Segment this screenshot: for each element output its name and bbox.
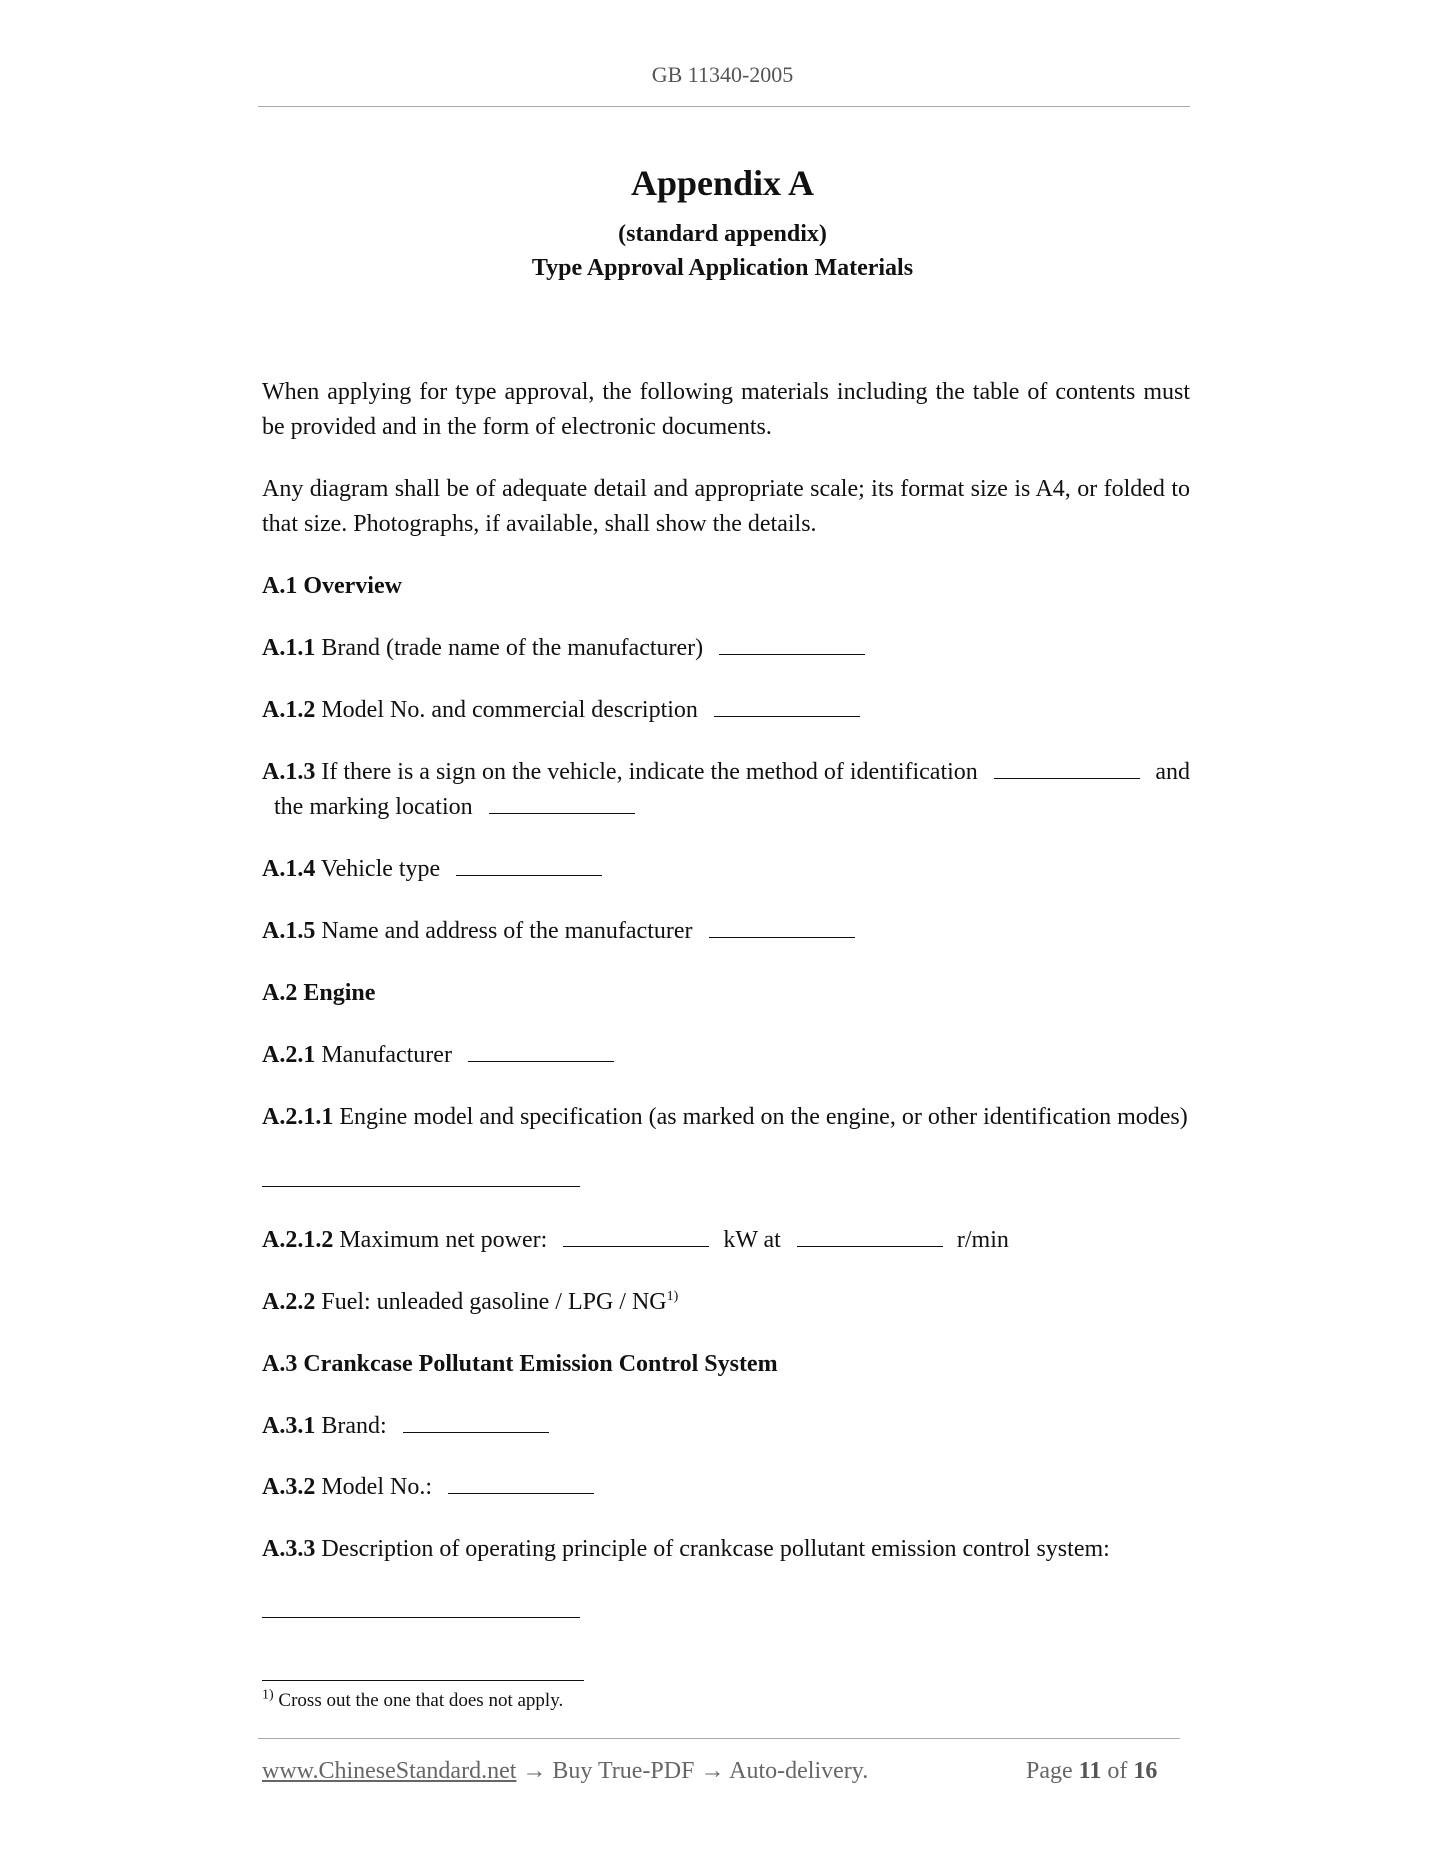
delivery-text: Auto-delivery. <box>729 1758 869 1784</box>
footnote-ref: 1) <box>666 1289 679 1304</box>
fill-blank-speed[interactable] <box>797 1224 943 1247</box>
section-a2-heading: A.2 Engine <box>262 980 376 1006</box>
item-number: A.1.4 <box>262 856 316 882</box>
long-fill-blank[interactable] <box>262 1186 580 1187</box>
item-label: Name and address of the manufacturer <box>321 918 693 944</box>
page-total: 16 <box>1133 1758 1158 1784</box>
appendix-title: Appendix A <box>630 163 815 203</box>
item-number: A.2.1.1 <box>262 1104 334 1130</box>
of-label: of <box>1107 1758 1128 1784</box>
appendix-subtitle: (standard appendix) <box>618 221 827 247</box>
item-label: Fuel: unleaded gasoline / LPG / NG <box>321 1289 667 1315</box>
footnote-divider <box>262 1680 584 1681</box>
intro-paragraph-2: Any diagram shall be of adequate detail and appropriate scale; its format size is A4, or folded to that size. Photographs, if available, shall show the details. <box>262 476 1190 537</box>
item-conjunction: and <box>1155 759 1190 785</box>
fill-blank[interactable] <box>994 756 1140 779</box>
item-label: Vehicle type <box>320 856 441 882</box>
section-a3-heading: A.3 Crankcase Pollutant Emission Control System <box>262 1351 778 1377</box>
footnote <box>262 1687 564 1712</box>
item-label: Model No. and commercial description <box>321 697 698 723</box>
item-number: A.2.2 <box>262 1289 316 1315</box>
item-a2-1-2 <box>262 1223 1190 1258</box>
item-label: Model No.: <box>321 1474 433 1500</box>
header-divider <box>258 106 1190 107</box>
footnote-mark: 1) <box>262 1687 274 1703</box>
item-number: A.3.2 <box>262 1474 316 1500</box>
fill-blank[interactable] <box>719 632 865 655</box>
footer-promo <box>262 1758 868 1785</box>
item-a2-2 <box>262 1285 1190 1320</box>
section-a1-heading: A.1 Overview <box>262 573 402 599</box>
footnote-text: Cross out the one that does not apply. <box>278 1690 564 1711</box>
item-number: A.1.2 <box>262 697 316 723</box>
arrow-right-icon: → <box>700 1758 725 1784</box>
fill-blank[interactable] <box>468 1039 614 1062</box>
item-number: A.1.3 <box>262 759 316 785</box>
item-number: A.2.1 <box>262 1042 316 1068</box>
footer-divider <box>258 1738 1180 1739</box>
item-label: Brand: <box>321 1413 387 1439</box>
item-a3-2 <box>262 1470 1190 1505</box>
arrow-right-icon: → <box>522 1758 547 1784</box>
item-label-continued: the marking location <box>274 794 473 820</box>
fill-blank[interactable] <box>448 1471 594 1494</box>
appendix-heading: Type Approval Application Materials <box>531 255 914 281</box>
item-a1-5 <box>262 914 1190 949</box>
item-label: Manufacturer <box>321 1042 452 1068</box>
item-a3-3 <box>262 1532 1190 1567</box>
fill-blank[interactable] <box>456 853 602 876</box>
item-number: A.2.1.2 <box>262 1227 334 1253</box>
page-indicator <box>1026 1758 1157 1785</box>
item-a1-2 <box>262 693 1190 728</box>
buy-text: Buy True-PDF <box>552 1758 695 1784</box>
item-a2-1-1 <box>262 1100 1190 1135</box>
fill-blank[interactable] <box>403 1410 549 1433</box>
item-label: Brand (trade name of the manufacturer) <box>321 635 704 661</box>
item-a2-1 <box>262 1038 1190 1073</box>
item-number: A.1.1 <box>262 635 316 661</box>
item-label: Description of operating principle of crankcase pollutant emission control system: <box>321 1536 1110 1562</box>
fill-blank[interactable] <box>709 915 855 938</box>
header-doc-code: GB 11340-2005 <box>651 62 794 87</box>
item-number: A.3.3 <box>262 1536 316 1562</box>
page-label: Page <box>1026 1758 1073 1784</box>
unit-rpm: r/min <box>956 1227 1009 1253</box>
item-number: A.3.1 <box>262 1413 316 1439</box>
intro-paragraph-1: When applying for type approval, the following materials including the table of contents must be provided and in the form of electronic documents. <box>262 379 1190 440</box>
item-a1-3 <box>262 755 1190 825</box>
item-label: Maximum net power: <box>339 1227 548 1253</box>
item-number: A.1.5 <box>262 918 316 944</box>
fill-blank[interactable] <box>714 694 860 717</box>
website-link[interactable]: www.ChineseStandard.net <box>262 1758 517 1784</box>
page-number: 11 <box>1078 1758 1102 1784</box>
unit-kw: kW at <box>723 1227 781 1253</box>
fill-blank[interactable] <box>489 791 635 814</box>
item-label: If there is a sign on the vehicle, indicate the method of identification <box>321 759 978 785</box>
item-a1-4 <box>262 852 1190 887</box>
item-a1-1 <box>262 631 1190 666</box>
item-a3-1 <box>262 1409 1190 1444</box>
long-fill-blank[interactable] <box>262 1617 580 1618</box>
item-label: Engine model and specification (as marked on the engine, or other identification modes) <box>339 1104 1188 1130</box>
fill-blank-power[interactable] <box>563 1224 709 1247</box>
